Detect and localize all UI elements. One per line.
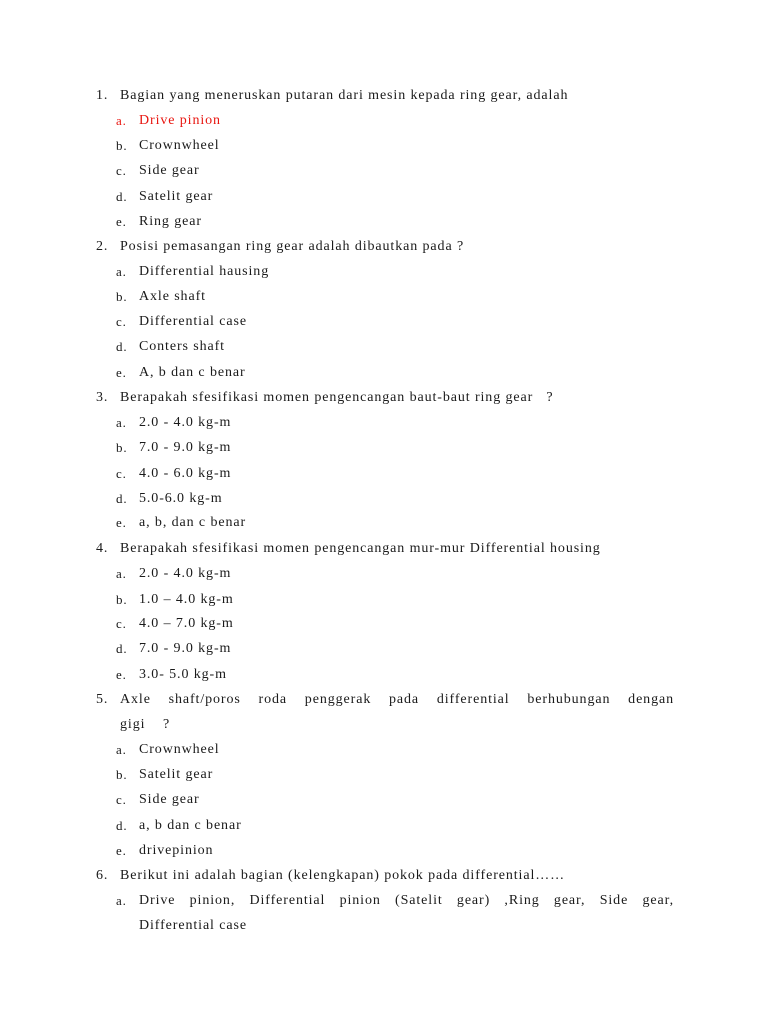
option-text: a, b dan c benar: [139, 818, 242, 833]
option-text: 4.0 – 7.0 kg-m: [139, 616, 234, 631]
question-4: [0, 539, 768, 559]
option-5c: [0, 790, 768, 810]
option-letter: a.: [116, 415, 127, 430]
option-letter: b.: [116, 138, 128, 153]
option-5a: [0, 740, 768, 760]
option-5e: [0, 841, 768, 861]
option-5d: [0, 816, 768, 836]
option-letter: b.: [116, 767, 128, 782]
option-text: Drive pinion: [139, 113, 221, 128]
option-text: 2.0 - 4.0 kg-m: [139, 415, 232, 430]
option-letter: e.: [116, 667, 127, 682]
option-letter: d.: [116, 339, 128, 354]
option-text: Differential case: [139, 314, 247, 329]
option-letter: b.: [116, 592, 128, 607]
option-2c: [0, 312, 768, 332]
option-text: a, b, dan c benar: [139, 515, 247, 530]
question-text: Bagian yang meneruskan putaran dari mesin kepada ring gear, adalah: [120, 88, 569, 103]
question-text: Berapakah sfesifikasi momen pengencangan mur-mur Differential housing: [120, 541, 601, 556]
option-letter: e.: [116, 365, 127, 380]
question-2: [0, 237, 768, 257]
option-letter: d.: [116, 818, 128, 833]
question-number: 4.: [96, 541, 109, 556]
question-number: 1.: [96, 88, 109, 103]
option-4a: [0, 564, 768, 584]
option-text: 7.0 - 9.0 kg-m: [139, 641, 232, 656]
option-text: Satelit gear: [139, 189, 214, 204]
option-4d: [0, 639, 768, 659]
option-letter: b.: [116, 440, 128, 455]
question-5: [0, 690, 768, 710]
option-letter: a.: [116, 113, 127, 128]
option-letter: c.: [116, 466, 127, 481]
option-text: 4.0 - 6.0 kg-m: [139, 466, 232, 481]
option-4b: [0, 590, 768, 610]
option-text: 7.0 - 9.0 kg-m: [139, 440, 232, 455]
question-text: Berapakah sfesifikasi momen pengencangan baut-baut ring gear ?: [120, 390, 554, 405]
option-letter: a.: [116, 566, 127, 581]
question-text: Berikut ini adalah bagian (kelengkapan) pokok pada differential……: [120, 868, 566, 883]
option-3a: [0, 413, 768, 433]
option-letter: c.: [116, 616, 127, 631]
option-text: Differential hausing: [139, 264, 270, 279]
question-5-continued: [0, 715, 768, 735]
option-2e: [0, 363, 768, 383]
option-letter: a.: [116, 264, 127, 279]
option-4e: [0, 665, 768, 685]
question-number: 5.: [96, 692, 109, 707]
option-text: 2.0 - 4.0 kg-m: [139, 566, 232, 581]
option-2b: [0, 287, 768, 307]
option-text: Crownwheel: [139, 742, 220, 757]
question-number: 3.: [96, 390, 109, 405]
question-6: [0, 866, 768, 886]
option-letter: d.: [116, 189, 128, 204]
option-1e: [0, 212, 768, 232]
option-letter: c.: [116, 314, 127, 329]
question-3: [0, 388, 768, 408]
option-text-continued: Differential case: [139, 918, 247, 933]
option-1a: [0, 111, 768, 131]
option-text: Ring gear: [139, 214, 202, 229]
option-text: Crownwheel: [139, 138, 220, 153]
option-text: Satelit gear: [139, 767, 214, 782]
option-letter: d.: [116, 641, 128, 656]
option-text: 5.0-6.0 kg-m: [139, 491, 223, 506]
option-text: 1.0 – 4.0 kg-m: [139, 592, 234, 607]
question-text-continued: gigi ?: [120, 717, 171, 732]
option-2a: [0, 262, 768, 282]
option-4c: [0, 614, 768, 634]
option-letter: d.: [116, 491, 128, 506]
option-letter: c.: [116, 792, 127, 807]
option-letter: a.: [116, 893, 127, 908]
option-text: drivepinion: [139, 843, 214, 858]
option-text: Conters shaft: [139, 339, 225, 354]
option-text: A, b dan c benar: [139, 365, 246, 380]
option-letter: e.: [116, 843, 127, 858]
option-text: Axle shaft: [139, 289, 206, 304]
option-letter: b.: [116, 289, 128, 304]
question-1: [0, 86, 768, 106]
question-number: 2.: [96, 239, 109, 254]
option-3c: [0, 464, 768, 484]
option-text: Side gear: [139, 792, 200, 807]
option-3b: [0, 438, 768, 458]
option-6a: [0, 891, 768, 911]
option-letter: c.: [116, 163, 127, 178]
option-letter: e.: [116, 214, 127, 229]
option-5b: [0, 765, 768, 785]
option-text: Side gear: [139, 163, 200, 178]
option-text: Drive pinion, Differential pinion (Satelit gear) ,Ring gear, Side gear,: [139, 893, 674, 908]
option-3d: [0, 489, 768, 509]
option-letter: e.: [116, 515, 127, 530]
option-1d: [0, 187, 768, 207]
option-text: 3.0- 5.0 kg-m: [139, 667, 227, 682]
question-text: Axle shaft/poros roda penggerak pada differential berhubungan dengan: [120, 692, 674, 707]
option-1b: [0, 136, 768, 156]
question-text: Posisi pemasangan ring gear adalah dibautkan pada ?: [120, 239, 465, 254]
option-letter: a.: [116, 742, 127, 757]
option-3e: [0, 513, 768, 533]
question-number: 6.: [96, 868, 109, 883]
option-2d: [0, 337, 768, 357]
option-1c: [0, 161, 768, 181]
option-6a-continued: [0, 916, 768, 936]
